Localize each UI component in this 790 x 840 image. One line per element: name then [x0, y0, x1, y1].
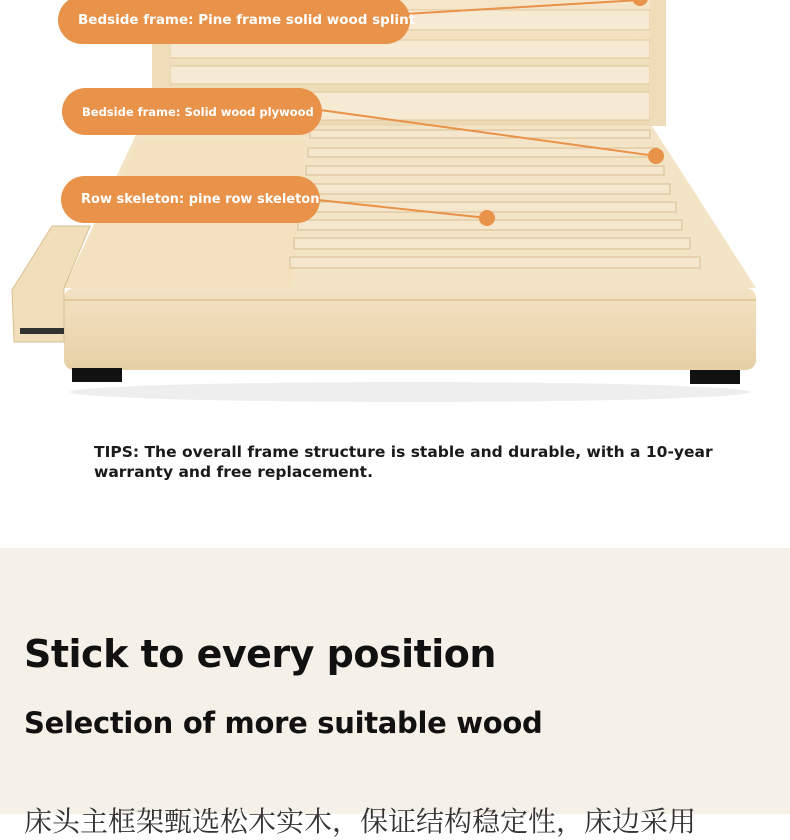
section-subheading: Selection of more suitable wood — [24, 706, 543, 740]
callout-row-skeleton: Row skeleton: pine row skeleton — [61, 176, 320, 223]
callout-bedside-frame-plywood: Bedside frame: Solid wood plywood — [62, 88, 322, 135]
section-body-chinese: 床头主框架甄选松木实木，保证结构稳定性，床边采用 — [24, 805, 697, 838]
wood-section — [0, 548, 790, 838]
section-heading: Stick to every position — [24, 632, 496, 676]
callout-bedside-frame-pine: Bedside frame: Pine frame solid wood splint — [58, 0, 410, 44]
tips-text: TIPS: The overall frame structure is stable and durable, with a 10-year warranty and free replacement. — [94, 443, 713, 481]
